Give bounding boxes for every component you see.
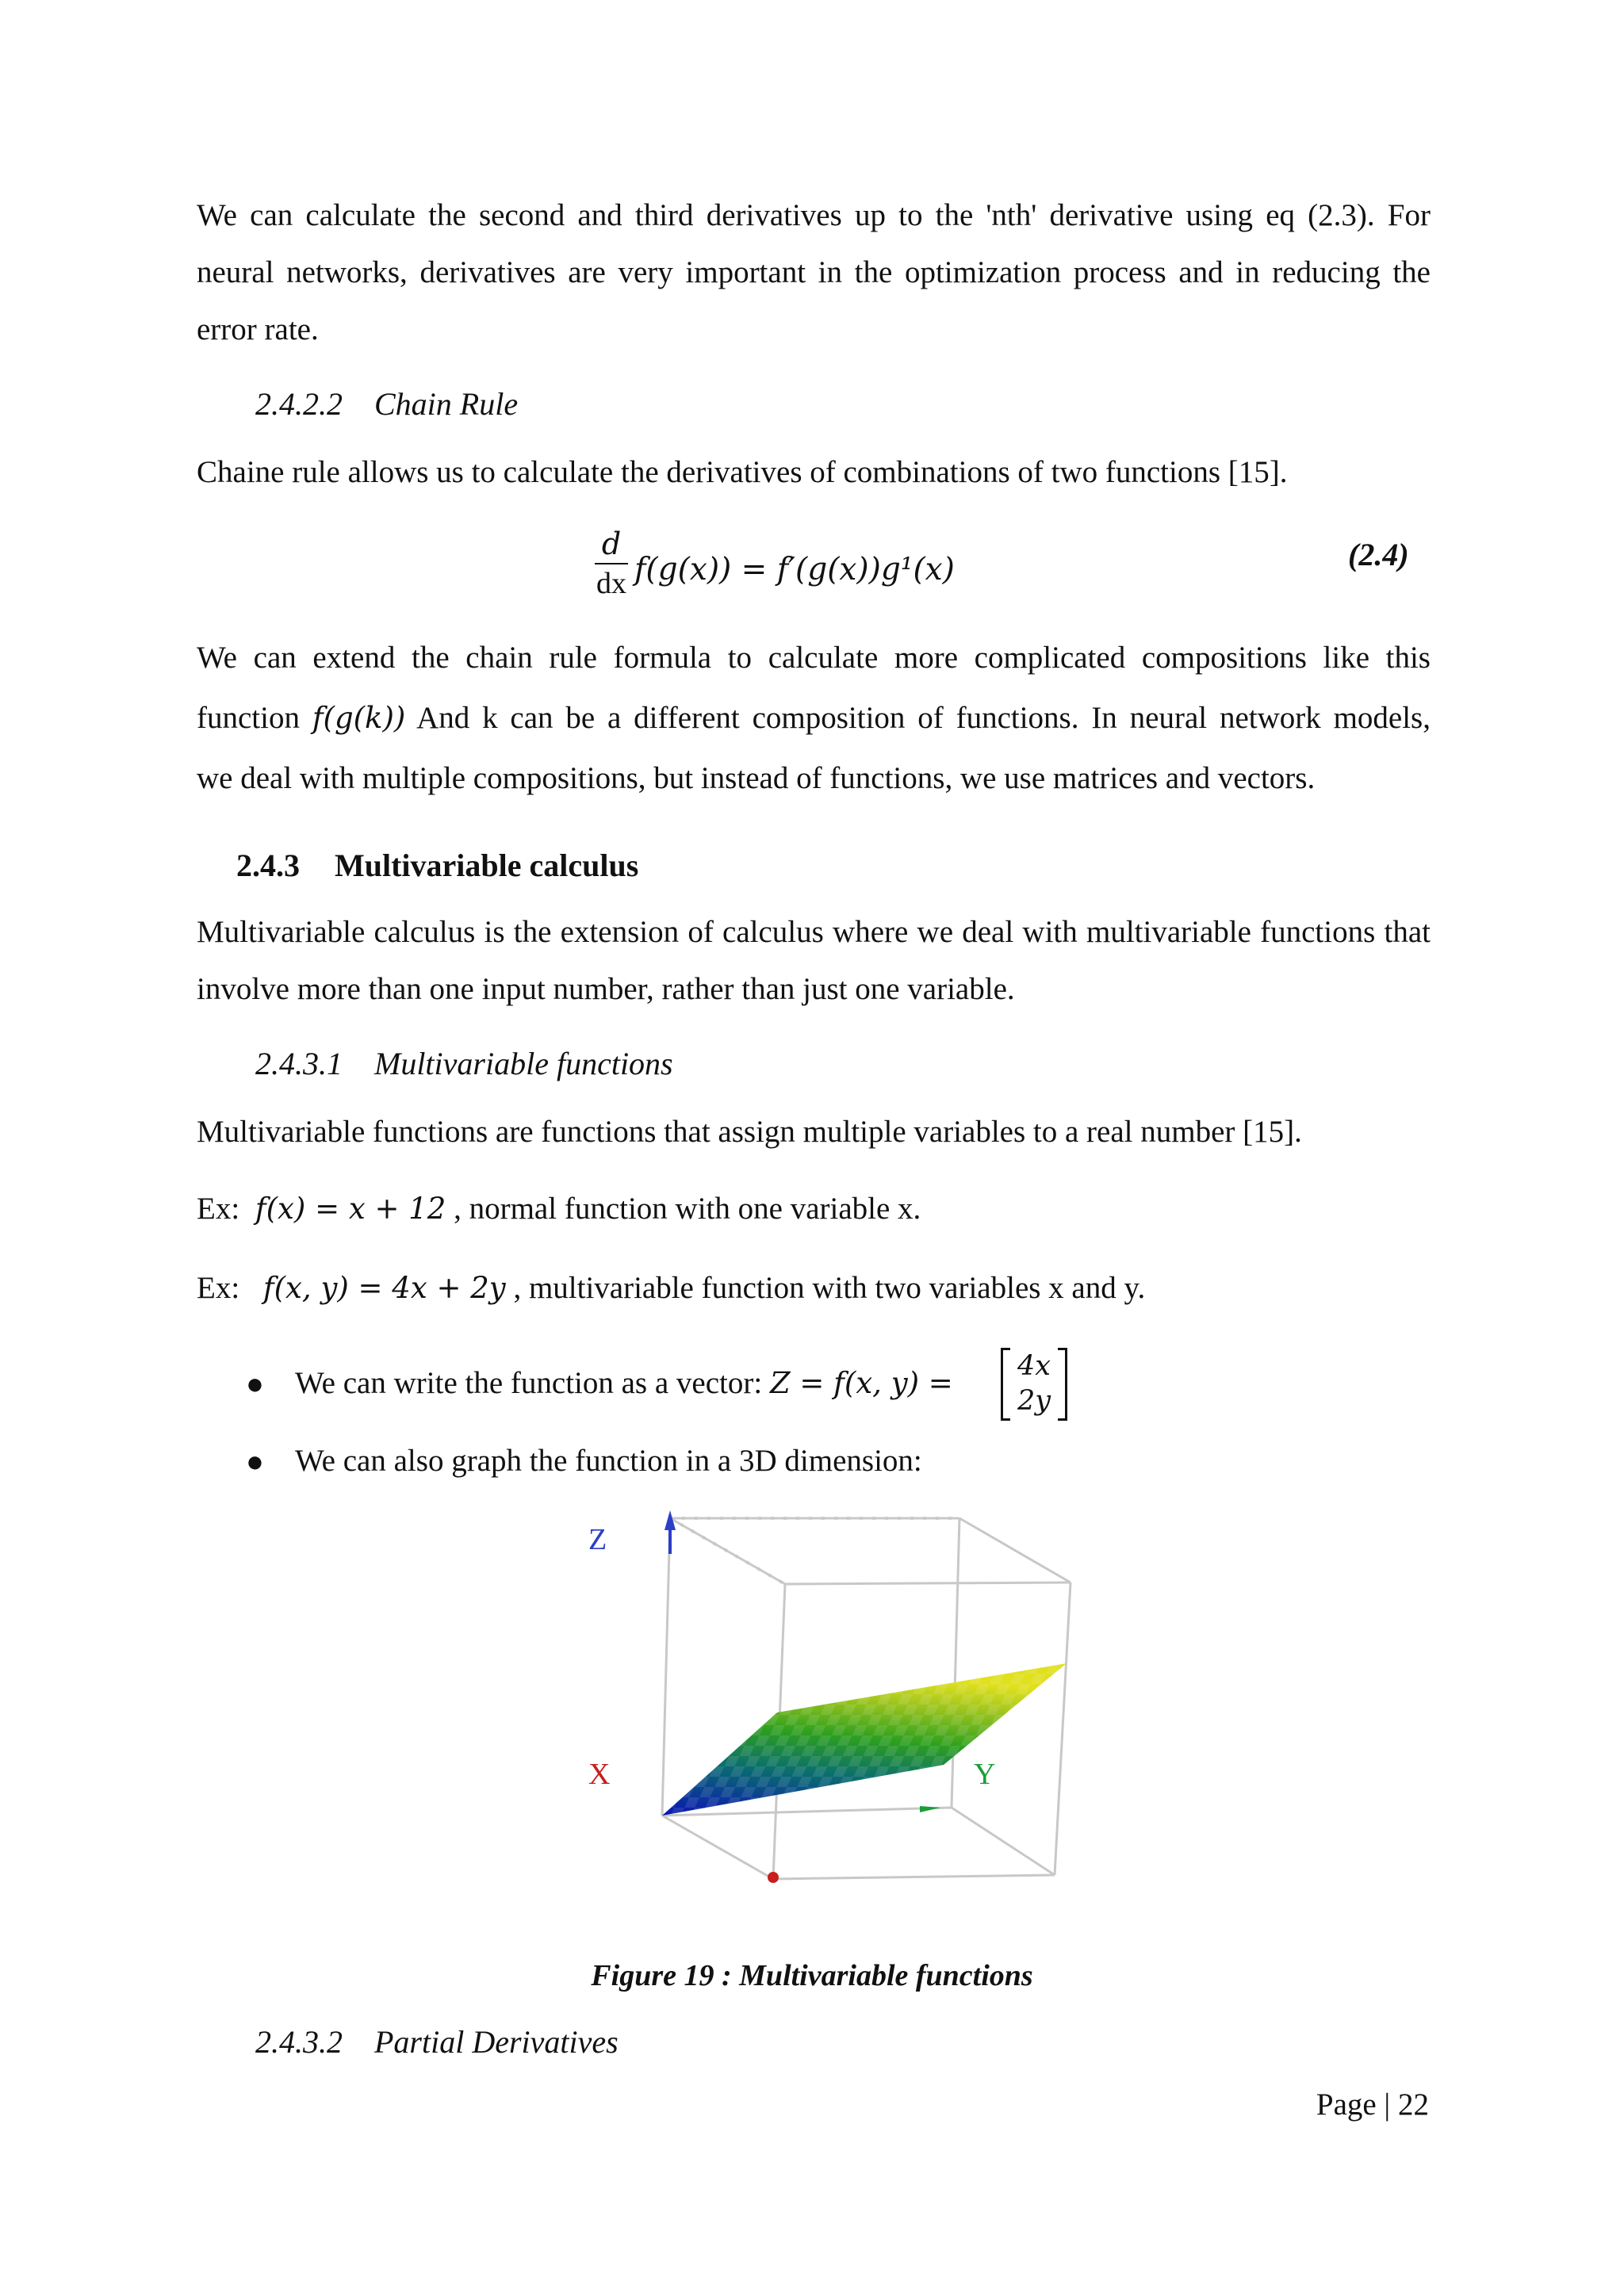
multivariable-functions-paragraph: Multivariable functions are functions that assign multiple variables to a real number [15]. [197, 1115, 1302, 1149]
multivariable-function-3d-plot [571, 1498, 1078, 1903]
example-prefix: Ex: [197, 1271, 240, 1305]
bullet-vector [295, 1365, 953, 1401]
bullet-marker: ● [246, 1445, 264, 1479]
heading-number: 2.4.3.2 [255, 2024, 343, 2060]
fraction-bar [595, 563, 628, 564]
extend-chain-rule-line-2 [197, 690, 1431, 747]
example-math: f(x, y) = 4x + 2y [262, 1271, 506, 1305]
bullet-marker: ● [246, 1368, 264, 1401]
chain-rule-paragraph: Chaine rule allows us to calculate the derivatives of combinations of two functions [15]. [197, 455, 1288, 489]
derivative-fraction [590, 526, 633, 601]
subsection-heading-multivariable-functions [255, 1045, 673, 1082]
heading-number: 2.4.3 [236, 848, 300, 883]
x-axis-marker [768, 1872, 779, 1883]
text-segment: function [197, 701, 300, 735]
subsection-heading-chain-rule [255, 385, 518, 423]
example-two-variables [197, 1270, 1145, 1306]
section-heading-multivariable-calculus [236, 847, 638, 884]
vector-math: Z = f(x, y) = [769, 1366, 953, 1400]
box-ticks [670, 1518, 959, 1584]
subsection-heading-partial-derivatives [255, 2023, 619, 2061]
fraction-denominator: dx [596, 567, 626, 600]
heading-title: Multivariable functions [374, 1046, 673, 1081]
vector-matrix [1001, 1348, 1067, 1421]
heading-title: Partial Derivatives [374, 2024, 619, 2060]
matrix-top-entry: 4x [1017, 1350, 1051, 1382]
axis-label-x: X [588, 1758, 611, 1791]
figure-caption: Figure 19 : Multivariable functions [591, 1959, 1033, 1992]
example-prefix: Ex: [197, 1192, 240, 1226]
equation-body: f(g(x)) = f′(g(x))g¹(x) [634, 552, 955, 587]
heading-number: 2.4.3.1 [255, 1046, 343, 1081]
axis-label-y: Y [974, 1758, 996, 1791]
heading-title: Multivariable calculus [335, 848, 639, 883]
extend-chain-rule-line-3: we deal with multiple compositions, but instead of functions, we use matrices and vectors. [197, 761, 1316, 795]
extend-chain-rule-line-1: We can extend the chain rule formula to calculate more complicated compositions like this [197, 641, 1431, 675]
heading-title: Chain Rule [374, 386, 519, 422]
matrix-bottom-entry: 2y [1017, 1385, 1051, 1417]
equation-label: (2.4) [1348, 537, 1409, 572]
bracket-corner [1001, 1418, 1010, 1421]
bullet-graph: We can also graph the function in a 3D dimension: [295, 1444, 922, 1478]
example-one-variable [197, 1191, 921, 1226]
inline-math-fgk: f(g(k)) [312, 701, 406, 735]
example-text: , multivariable function with two variables x and y. [513, 1271, 1146, 1305]
example-text: , normal function with one variable x. [454, 1192, 921, 1226]
bracket-corner [1058, 1418, 1067, 1421]
axis-label-z: Z [588, 1523, 607, 1556]
page-number: Page | 22 [1316, 2087, 1429, 2122]
example-math: f(x) = x + 12 [255, 1192, 446, 1226]
text-segment: And k can be a different composition of functions. In neural network models, [416, 701, 1431, 735]
bullet-text: We can write the function as a vector: [295, 1366, 763, 1400]
surface-mesh [662, 1663, 1067, 1816]
heading-number: 2.4.2.2 [255, 386, 343, 422]
intro-paragraph: We can calculate the second and third derivatives up to the 'nth' derivative using eq (2.3). For neural networks, derivatives are very important in the optimization process and in reducing the error rate. [197, 198, 1431, 346]
multivariable-calculus-paragraph: Multivariable calculus is the extension of calculus where we deal with multivariable functions that involve more than one input number, rather than just one variable. [197, 915, 1431, 1006]
fraction-numerator: d [601, 526, 622, 561]
